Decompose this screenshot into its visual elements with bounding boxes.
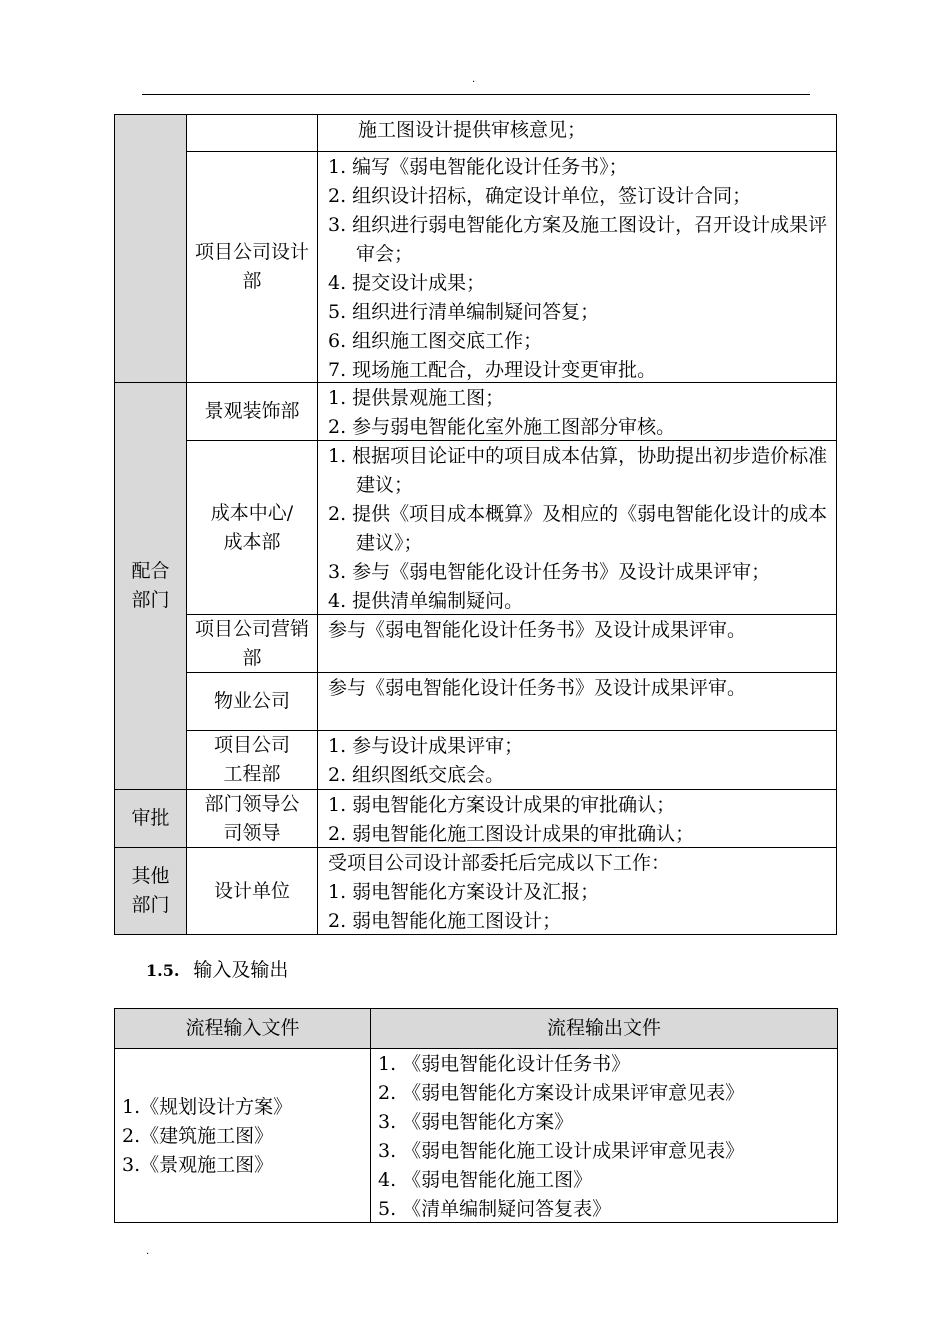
dept-cell <box>186 789 318 848</box>
section-heading <box>146 956 288 985</box>
section-title: 输入及输出 <box>193 959 289 981</box>
input-item: 2.《建筑施工图》 <box>122 1124 274 1147</box>
group-cell-cooperating <box>114 382 187 790</box>
output-cell <box>370 1048 838 1223</box>
dept-label: 设计单位 <box>213 879 290 902</box>
footer-mark: . <box>146 1246 150 1257</box>
dept-label: 成本中心/成本部 <box>210 501 294 553</box>
duty-intro: 受项目公司设计部委托后完成以下工作： <box>328 852 671 874</box>
duty-item: 1. 根据项目论证中的项目成本估算，协助提出初步造价标准建议； <box>328 445 828 496</box>
duty-item: 5. 组织进行清单编制疑问答复； <box>328 301 600 323</box>
duty-item: 4. 提供清单编制疑问。 <box>328 590 524 612</box>
group-cell-other <box>114 847 187 935</box>
output-header-cell <box>370 1008 838 1049</box>
duty-item: 7. 现场施工配合，办理设计变更审批。 <box>328 359 657 381</box>
dept-label: 物业公司 <box>213 690 290 712</box>
duty-cell <box>317 440 837 615</box>
duty-cell <box>317 614 837 673</box>
output-item: 3. 《弱电智能化方案》 <box>378 1111 574 1133</box>
dept-label: 项目公司工程部 <box>213 734 290 785</box>
duty-item: 2. 弱电智能化施工图设计成果的审批确认； <box>328 823 695 845</box>
input-item: 3.《景观施工图》 <box>122 1153 274 1176</box>
duty-item: 参与《弱电智能化设计任务书》及设计成果评审。 <box>328 619 747 641</box>
input-header: 流程输入文件 <box>185 1017 300 1039</box>
duty-cell <box>317 789 837 848</box>
output-item: 4. 《弱电智能化施工图》 <box>378 1169 593 1191</box>
header-rule <box>142 94 810 95</box>
dept-cell <box>186 440 318 615</box>
dept-cell <box>186 847 318 935</box>
duty-cell <box>317 151 837 383</box>
group-label: 其他部门 <box>131 865 170 916</box>
duty-item: 2. 参与弱电智能化室外施工图部分审核。 <box>328 416 676 438</box>
output-header: 流程输出文件 <box>546 1017 661 1039</box>
dept-cell <box>186 151 318 383</box>
group-cell-approval <box>114 789 187 848</box>
dept-cell <box>186 114 318 152</box>
output-item: 1. 《弱电智能化设计任务书》 <box>378 1053 631 1075</box>
dept-label: 项目公司营销部 <box>194 617 309 669</box>
input-item: 1.《规划设计方案》 <box>122 1095 293 1118</box>
dept-label: 部门领导公司领导 <box>204 792 300 844</box>
duty-item: 6. 组织施工图交底工作； <box>328 330 543 352</box>
duty-cell <box>317 847 837 935</box>
duty-item: 1. 参与设计成果评审； <box>328 735 524 757</box>
dept-label: 项目公司设计部 <box>194 241 309 292</box>
output-item: 2. 《弱电智能化方案设计成果评审意见表》 <box>378 1082 745 1104</box>
duty-item: 参与《弱电智能化设计任务书》及设计成果评审。 <box>328 677 747 699</box>
duty-item: 2. 提供《项目成本概算》及相应的《弱电智能化设计的成本建议》； <box>328 503 828 554</box>
duty-item: 1. 提供景观施工图； <box>328 387 505 409</box>
duty-item: 2. 组织设计招标，确定设计单位，签订设计合同； <box>328 185 752 207</box>
group-label: 审批 <box>131 807 170 829</box>
duty-item: 3. 参与《弱电智能化设计任务书》及设计成果评审； <box>328 561 771 583</box>
duty-item: 1. 弱电智能化方案设计及汇报； <box>328 881 600 903</box>
duty-cell <box>317 672 837 731</box>
duty-cell <box>317 114 837 152</box>
duty-item: 3. 组织进行弱电智能化方案及施工图设计，召开设计成果评审会； <box>328 214 828 265</box>
duty-item: 2. 弱电智能化施工图设计； <box>328 910 562 932</box>
dept-cell <box>186 730 318 790</box>
duty-item: 施工图设计提供审核意见； <box>358 119 587 141</box>
dept-cell <box>186 672 318 731</box>
output-item: 5. 《清单编制疑问答复表》 <box>378 1198 612 1220</box>
duty-item: 4. 提交设计成果； <box>328 272 486 294</box>
header-mark: . <box>472 74 476 85</box>
duty-cell <box>317 730 837 790</box>
dept-cell <box>186 614 318 673</box>
group-label: 配合部门 <box>131 560 170 611</box>
input-header-cell <box>114 1008 371 1049</box>
output-item: 3. 《弱电智能化施工设计成果评审意见表》 <box>378 1140 745 1162</box>
duty-cell <box>317 382 837 441</box>
group-cell-blank <box>114 114 187 383</box>
duty-item: 1. 编写《弱电智能化设计任务书》； <box>328 156 628 178</box>
duty-item: 2. 组织图纸交底会。 <box>328 764 505 786</box>
dept-label: 景观装饰部 <box>204 400 300 422</box>
input-cell <box>114 1048 371 1223</box>
section-number: 1.5. <box>146 961 180 980</box>
dept-cell <box>186 382 318 441</box>
duty-item: 1. 弱电智能化方案设计成果的审批确认； <box>328 794 676 816</box>
